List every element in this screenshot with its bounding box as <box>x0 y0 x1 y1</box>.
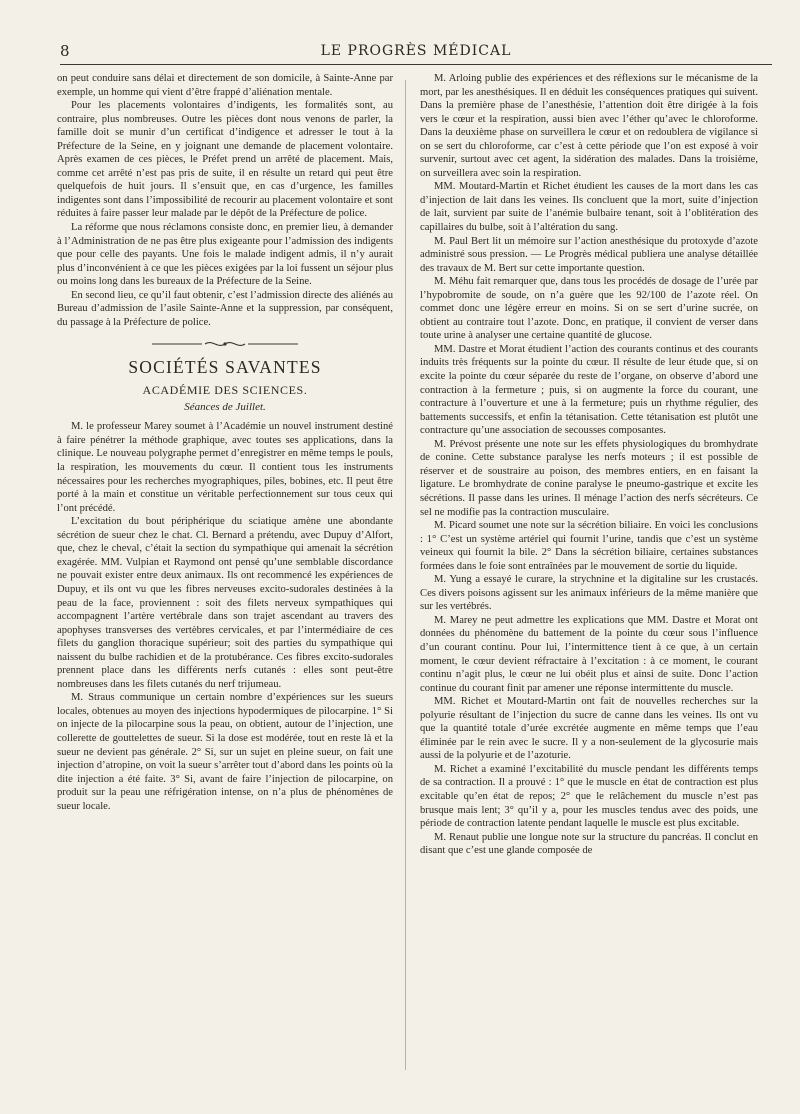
column-gutter <box>405 80 406 1070</box>
left-column <box>57 72 393 813</box>
paragraph: Pour les placements volontaires d’indigents, les formalités sont, au contraire, plus nombreuses. Outre les pièces dont nous venons de parler, la famille doit se munir d’un certificat d’indigence et adresser le tout à la Préfecture de la Seine, en y joignant une demande de placement volontaire. Après examen de ces pièces, le Préfet prend un arrêté de placement. Mais, comme cet arrêté n’est pas pris de suite, il en résulte un retard qui peut être quelquefois de huit jours. Il s’ensuit que, en cas d’urgence, les familles indigentes sont dans l’impossibilité de recourir au placement volontaire et sont réduites à faire passer leur malade par le dépôt de la Préfecture de police. <box>57 100 393 220</box>
paragraph: M. le professeur Marey soumet à l’Académie un nouvel instrument destiné à faire pénétrer la méthode graphique, avec toutes ses applications, dans la clinique. Le nouveau polygraphe permet d’enregistrer en même temps le pouls, la respiration, les mouvements du cœur. Il contient tous les instruments nécessaires pour les recherches myographiques, piles, bobines, etc. Il peut être porté à la main et constitue un véritable perfectionnement sur tous ceux qui l’ont précédé. <box>57 421 393 514</box>
section-title: SOCIÉTÉS SAVANTES <box>128 357 322 378</box>
paragraph: La réforme que nous réclamons consiste donc, en premier lieu, à demander à l’Administration de ne pas être plus exigeante pour l’admission des indigents que pour celle des payants. Une fois le malade indigent admis, il n’y aurait plus d’inconvénient à ce que les pièces exigées par la loi fussent un séjour plus ou moins long dans les bureaux de la Préfecture de la Seine. <box>57 222 393 288</box>
paragraph: L’excitation du bout périphérique du sciatique amène une abondante sécrétion de sueur chez le chat. Cl. Bernard a prétendu, avec Dupuy d’Alfort, que, chez le cheval, c’était la section du sympathique qui amenait la sécrétion exagérée. MM. Vulpian et Raymond ont pensé qu’une semblable discordance ne pouvait exister entre deux animaux. Ils ont recommencé les expériences de Dupuy, et ils ont vu que les fibres nerveuses excito-sudorales destinées à la peau de la face, proviennent : soit des filets nerveux sympathiques qui accompagnent l’artère vertébrale dans son trajet ascendant au travers des apophyses transverses des vertèbres cervicales, et par l’intermédiaire de ces filets du ganglion thoracique supérieur; soit des parties du sympathique qui naissent du bulbe rachidien et de la protubérance. Ces fibres excito-sudorales prennent place dans les différents nerfs cutanés : elles sont peut-être nombreuses dans les filets cutanés du nerf trijumeau. <box>57 516 393 690</box>
paragraph: M. Paul Bert lit un mémoire sur l’action anesthésique du protoxyde d’azote administré sous pression. — Le Progrès médical publiera une analyse détaillée des travaux de M. Bert sur cette importante question. <box>420 235 758 274</box>
paragraph: MM. Moutard-Martin et Richet étudient les causes de la mort dans les cas d’injection de lait dans les veines. Ils concluent que la mort, suite d’injection de lait, survient par suite de l’anémie bulbaire tenant, soit à l’oblitération des capillaires du bulbe, soit à l’altération du sang. <box>420 181 758 234</box>
paragraph: M. Prévost présente une note sur les effets physiologiques du bromhydrate de conine. Cette substance paralyse les nerfs moteurs ; il est possible de réserver et de soustraire au poison, des membres entiers, en en faisant la ligature. Le bromhydrate de conine paralyse le pneumo-gastrique et excite les sécrétions. Il passe dans les urines. Il ménage l’action des nerfs sécréteurs. Ce sel ne modifie pas la contraction musculaire. <box>420 438 758 518</box>
running-header <box>60 42 772 65</box>
paragraph: M. Yung a essayé le curare, la strychnine et la digitaline sur les crustacés. Ces divers poisons agissent sur les animaux inférieurs de la même manière que sur les vertébrés. <box>420 574 758 613</box>
paragraph: MM. Richet et Moutard-Martin ont fait de nouvelles recherches sur la polyurie résultant de l’injection du sucre de canne dans les veines. Ils ont vu que la quantité totale d’urée excrétée augmente en même temps que l’eau éliminée par le rein avec le sucre. Il y a non-seulement de la glycosurie mais aussi de la polyurie et de l’azoturie. <box>420 696 758 762</box>
paragraph: M. Straus communique un certain nombre d’expériences sur les sueurs locales, obtenues au moyen des injections hypodermiques de pilocarpine. 1° Si on injecte de la pilocarpine sous la peau, on obtient, autour de l’injection, une collerette de gouttelettes de sueur. Si la dose est modérée, tout en reste là et la sueur ne devient pas générale. 2° Si, sur un sujet en pleine sueur, on fait une injection d’atropine, on voit la sueur s’arrêter tout d’abord dans les points où la dite injection a été faite. 3° Si, avant de faire l’injection de pilocarpine, on produit sur la peau une réfrigération intense, on n’a plus de phénomènes de sueur locale. <box>57 692 393 812</box>
paragraph: M. Renaut publie une longue note sur la structure du pancréas. Il conclut en disant que c’est une glande composée de <box>420 831 758 857</box>
ornamental-divider <box>150 339 300 349</box>
section-date: Séances de Juillet. <box>184 401 266 414</box>
running-title: LE PROGRÈS MÉDICAL <box>320 43 512 59</box>
right-column <box>420 72 758 858</box>
paragraph: M. Arloing publie des expériences et des réflexions sur le mécanisme de la mort, par les anesthésiques. Il en déduit les conséquences pratiques qui suivent. Dans la première phase de l’anesthésie, l’attention doit être dirigée à la fois vers le cœur et la respiration, aussi bien avec l’éther qu’avec le chloroforme. Dans la deuxième phase on surveillera le cœur et on redoublera de vigilance si on se sert du chloroforme, car c’est à cette période que l’on est exposé à voir survenir, surtout avec cet agent, la sidération des malades. Dans la troisième, on surveillera avec soin la respiration. <box>420 73 758 179</box>
paragraph: M. Picard soumet une note sur la sécrétion biliaire. En voici les conclusions : 1° C’est un système artériel qui fournit l’urine, tandis que c’est un système veineux qui fournit la bile. 2° Dans la sécrétion biliaire, certaines substances formées dans le foie sont entraînées par le mouvement de sortie du liquide. <box>420 520 758 572</box>
paragraph: MM. Dastre et Morat étudient l’action des courants continus et des courants induits très fréquents sur la pointe du cœur. Il résulte de leur étude que, si on excite la pointe du cœur séparée du reste de l’organe, on observe d’abord une contraction à la fermeture ; puis, si on augmente la force du courant, une contracture à l’ouverture et une à la fermeture; puis un rhythme régulier, des battements successifs, et enfin la tétanisation. Cette tétanisation est plutôt une contracture qu’une association de secousses composantes. <box>420 343 758 437</box>
paragraph: M. Méhu fait remarquer que, dans tous les procédés de dosage de l’urée par l’hypobromite de soude, on n’a guère que les 92/100 de l’azote réel. On commet donc une légère erreur en moins. Si on se sert d’urine sucrée, on obtient au contraire tout l’azote. Donc, en pratique, il convient de verser dans toute urine à analyser une certaine quantité de glucose. <box>420 276 758 342</box>
paragraph: En second lieu, ce qu’il faut obtenir, c’est l’admission directe des aliénés au Bureau d’admission de l’asile Sainte-Anne et la suppression, par conséquent, du passage à la Préfecture de police. <box>57 289 393 328</box>
section-subtitle: ACADÉMIE DES SCIENCES. <box>142 383 308 398</box>
paragraph: on peut conduire sans délai et directement de son domicile, à Sainte-Anne par exemple, un homme qui vient d’être frappé d’aliénation mentale. <box>57 73 393 98</box>
paragraph: M. Marey ne peut admettre les explications que MM. Dastre et Morat ont données du phénomène du battement de la pointe du cœur sous l’influence d’un courant continu. Pour lui, l’intermittence tient à ce que, à un certain moment, le cœur devient réfractaire à l’excitation : à ce moment, le courant continu n’agit plus, le cœur ne lui obéit plus et ainsi de suite. Donc l’action continue du courant finit par amener une réponse intermittente du muscle. <box>420 614 758 694</box>
page-number: 8 <box>60 42 70 60</box>
paragraph: M. Richet a examiné l’excitabilité du muscle pendant les différents temps de sa contraction. Il a prouvé : 1° que le muscle en état de contraction est plus excitable qu’en état de repos; 2° que le relâchement du muscle n’est pas brusque mais lent; 3° qu’il y a, pour les muscles tendus avec des poids, une période de contraction latente pendant laquelle le muscle est plus excitable. <box>420 763 758 830</box>
